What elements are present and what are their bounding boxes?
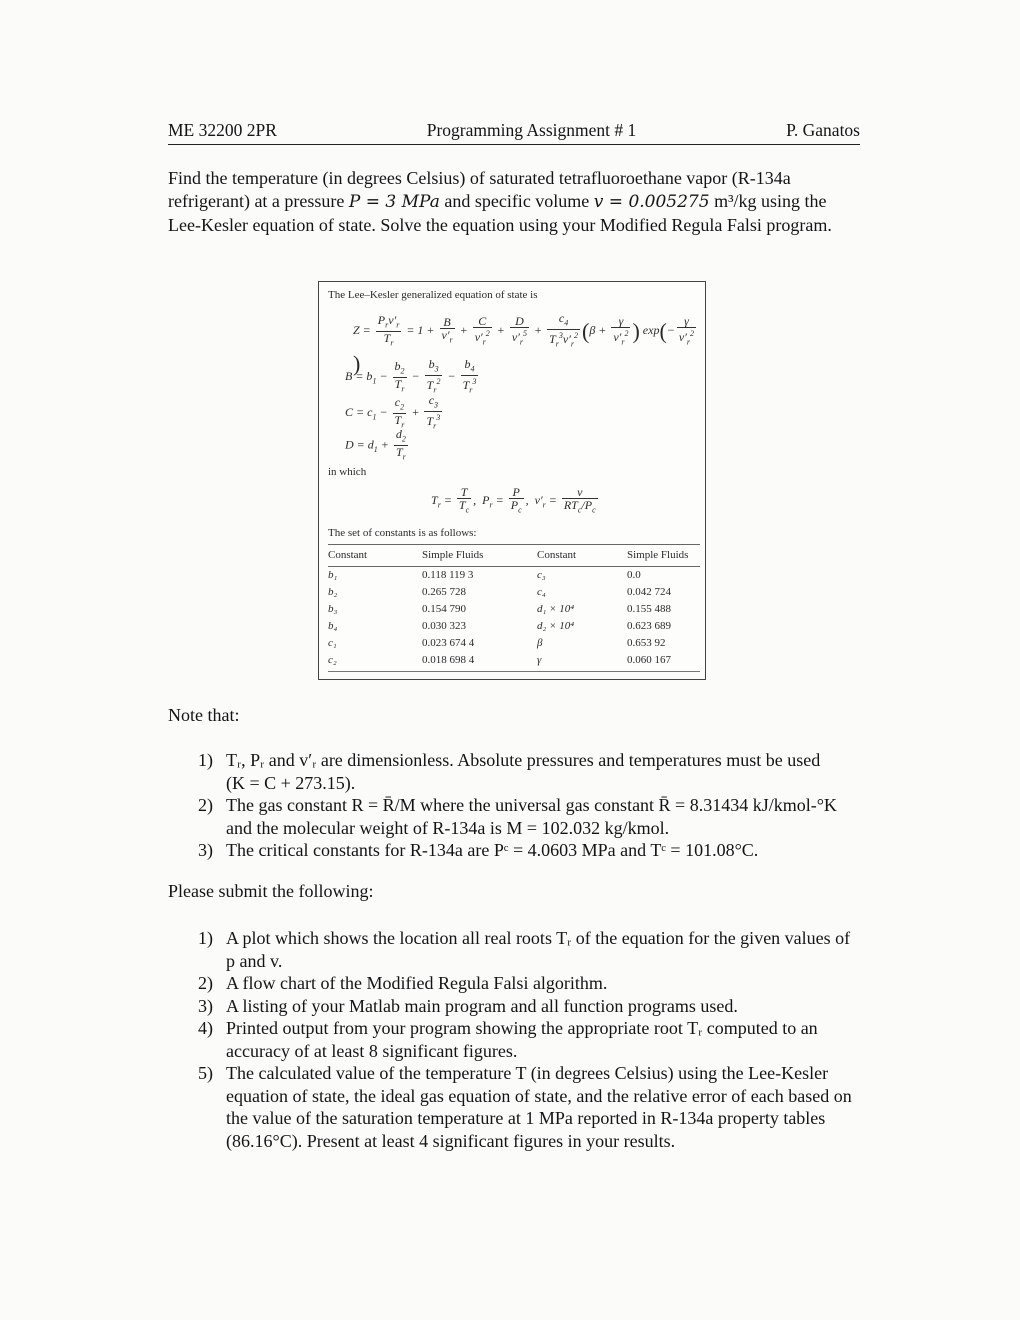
table-cell: 0.653 92: [627, 637, 666, 649]
table-cell: c₃: [537, 569, 546, 581]
table-cell: 0.265 728: [422, 586, 466, 598]
list-item: 3) The critical constants for R-134a are Pᶜ = 4.0603 MPa and Tᶜ = 101.08°C.: [198, 840, 759, 860]
table-row: [328, 652, 700, 672]
column-header: Simple Fluids: [627, 545, 700, 567]
table-header-row: [328, 545, 700, 567]
table-row: [328, 601, 700, 618]
table-cell: 0.154 790: [422, 603, 466, 615]
list-item: 2) The gas constant R = R̄/M where the universal gas constant R̄ = 8.31434 kJ/kmol-°K and the molecular weight of R-134a is M = 102.032 kg/kmol.: [198, 795, 837, 838]
table-cell: d₁ × 10⁴: [537, 603, 575, 615]
equation-b: $B = b_1$ − $\frac{b_2}{T_r}$ − $\frac{b_3}{T_r^2}$ − $\frac{b_4}{T_r^3}$: [345, 357, 477, 395]
problem-statement: Find the temperature (in degrees Celsius) of saturated tetrafluoroethane vapor (R-134a refrigerant) at a pressure P = 3 MPa and specific volume v = 0.005275 m³/kg using the Lee-Kesler equation of state. Solve the equation using your Modified Regula Falsi program.: [168, 168, 832, 235]
table-cell: c₄: [537, 586, 546, 598]
table-row: [328, 635, 700, 652]
table-row: [328, 567, 700, 585]
submit-list: [198, 927, 858, 1152]
in-which-label: in which: [328, 466, 367, 478]
list-item: 5) The calculated value of the temperature T (in degrees Celsius) using the Lee-Kesler equation of state, the ideal gas equation of state, and the relative error of each based on the value of the saturation temperature at 1 MPa reported in R-134a property tables (86.16°C). Present at least 4 significant figures in your results.: [198, 1063, 852, 1151]
table-cell: 0.118 119 3: [422, 569, 474, 581]
table-row: [328, 584, 700, 601]
column-header: Constant: [328, 545, 422, 567]
equation-d: $D = d_1$ + $\frac{d_2}{T_r}$: [345, 427, 406, 462]
table-cell: γ: [537, 652, 627, 672]
table-cell: 0.155 488: [627, 603, 671, 615]
equation-z: Z = $\frac{P_rv'_r}{T_r}$ = 1 + $\frac{B}{v'_r}$ + $\frac{C}{v'_r^2}$ + $\frac{D}{v'_r^5}$ + $\frac{c_4}{T_r^3v'_r^2}$ (β + $\frac{\gamma}{v'_r^2}$ ) exp(− $\frac{\gamma}{v'_r^2}$ ): [353, 311, 694, 376]
table-cell: 0.0: [627, 569, 641, 581]
list-item: 3) A listing of your Matlab main program and all function programs used.: [198, 995, 738, 1016]
column-header: Simple Fluids: [422, 545, 537, 567]
table-cell: b₃: [328, 603, 338, 615]
lee-kesler-figure: [318, 281, 706, 680]
table-cell: b₁: [328, 569, 338, 581]
figure-caption: The Lee–Kesler generalized equation of state is: [328, 289, 538, 301]
notes-list: [198, 749, 838, 862]
table-cell: 0.018 698 4: [422, 652, 537, 672]
table-cell: b₄: [328, 620, 338, 632]
course-code: ME 32200 2PR: [168, 120, 277, 140]
table-cell: c₁: [328, 637, 337, 649]
table-cell: 0.042 724: [627, 586, 671, 598]
list-item: 1) Tᵣ, Pᵣ and v′ᵣ are dimensionless. Absolute pressures and temperatures must be used (K = C + 273.15).: [198, 750, 821, 793]
constants-caption: The set of constants is as follows:: [328, 527, 477, 539]
table-cell: β: [537, 637, 543, 649]
submit-title: Please submit the following:: [168, 881, 374, 901]
column-header: Constant: [537, 545, 627, 567]
table-cell: d₂ × 10⁴: [537, 620, 575, 632]
list-item: 2) A flow chart of the Modified Regula Falsi algorithm.: [198, 973, 608, 993]
author-name: P. Ganatos: [786, 120, 860, 140]
notes-title: Note that:: [168, 705, 240, 725]
table-row: [328, 618, 700, 635]
equation-reduced: $T_r$ = $\frac{T}{T_c}$ , $P_r$ = $\frac{P}{P_c}$ , $v'_r$ = $\frac{v}{RT_c/P_c}$: [431, 485, 596, 515]
table-cell: 0.060 167: [627, 652, 700, 672]
list-item: 1) A plot which shows the location all real roots Tᵣ of the equation for the given values of p and v.: [198, 928, 851, 971]
equation-c: $C = c_1$ − $\frac{c_2}{T_r}$ + $\frac{c_3}{T_r^3}$: [345, 393, 441, 431]
assignment-title: Programming Assignment # 1: [426, 120, 637, 140]
page-header: [168, 120, 860, 145]
constants-table: [328, 544, 700, 672]
table-cell: 0.623 689: [627, 620, 671, 632]
table-cell: b₂: [328, 586, 338, 598]
table-cell: c₂: [328, 652, 422, 672]
list-item: 4) Printed output from your program showing the appropriate root Tᵣ computed to an accuracy of at least 8 significant figures.: [198, 1018, 818, 1061]
table-cell: 0.023 674 4: [422, 637, 475, 649]
table-cell: 0.030 323: [422, 620, 466, 632]
